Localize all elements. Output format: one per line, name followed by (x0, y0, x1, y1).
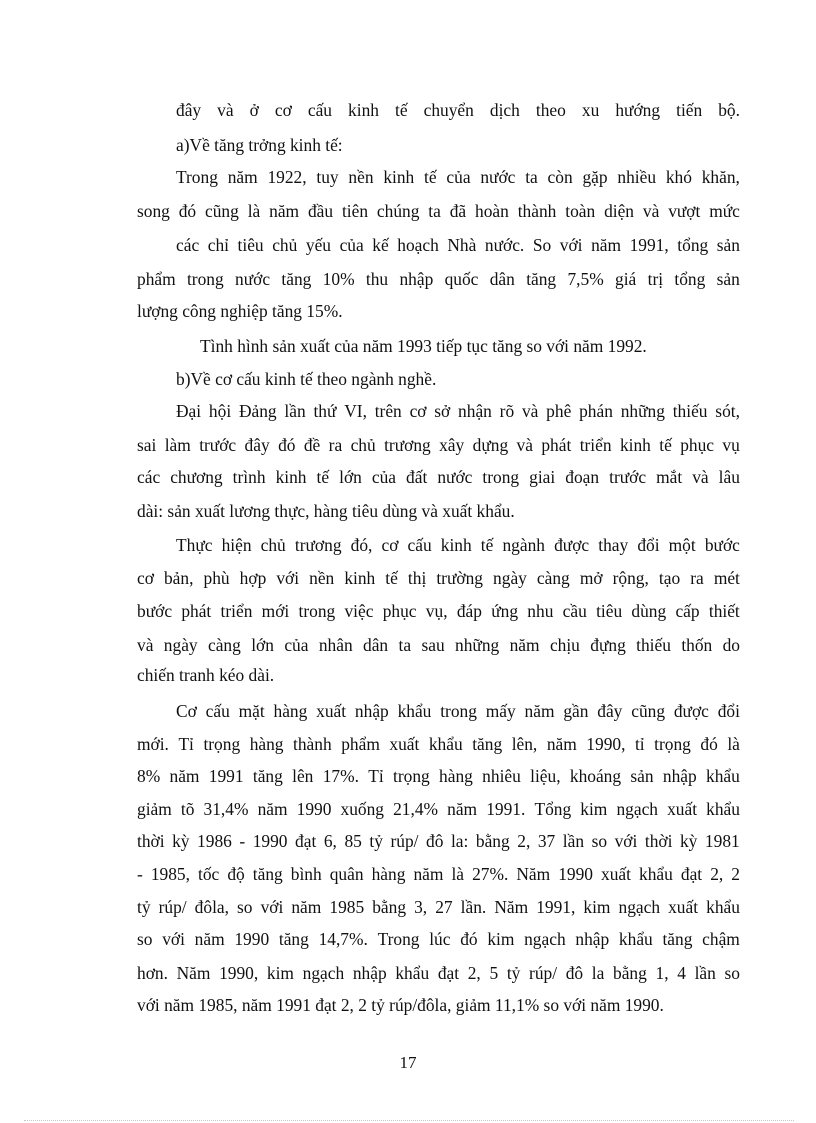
text-line: thời kỳ 1986 - 1990 đạt 6, 85 tỷ rúp/ đô la: bằng 2, 37 lần so với thời kỳ 1981 (137, 831, 740, 851)
text-line: các chỉ tiêu chủ yếu của kế hoạch Nhà nước. So với năm 1991, tổng sản (176, 235, 740, 255)
text-line: phẩm trong nước tăng 10% thu nhập quốc dân tăng 7,5% giá trị tổng sản (137, 269, 740, 289)
text-line: hơn. Năm 1990, kim ngạch nhập khẩu đạt 2, 5 tỷ rúp/ đô la bằng 1, 4 lần so (137, 963, 740, 983)
text-line: - 1985, tốc độ tăng bình quân hàng năm là 27%. Năm 1990 xuất khẩu đạt 2, 2 (137, 864, 740, 884)
text-line: tỷ rúp/ đôla, so với năm 1985 bằng 3, 27 lần. Năm 1991, kim ngạch xuất khẩu (137, 897, 740, 917)
text-line: với năm 1985, năm 1991 đạt 2, 2 tỷ rúp/đôla, giảm 11,1% so với năm 1990. (137, 995, 664, 1015)
page-bottom-border (24, 1120, 794, 1121)
text-line: sai làm trước đây đó đề ra chủ trương xây dựng và phát triển kinh tế phục vụ (137, 435, 740, 455)
text-line: so với năm 1990 tăng 14,7%. Trong lúc đó kim ngạch nhập khẩu tăng chậm (137, 929, 740, 949)
text-line: dài: sản xuất lương thực, hàng tiêu dùng và xuất khẩu. (137, 501, 515, 521)
text-line: Cơ cấu mặt hàng xuất nhập khẩu trong mấy năm gần đây cũng được đổi (176, 701, 740, 721)
text-line: cơ bản, phù hợp với nền kinh tế thị trường ngày càng mở rộng, tạo ra mét (137, 568, 740, 588)
text-line: bước phát triển mới trong việc phục vụ, đáp ứng nhu cầu tiêu dùng cấp thiết (137, 601, 740, 621)
page-number: 17 (399, 1053, 417, 1072)
text-line: Trong năm 1922, tuy nền kinh tế của nước ta còn gặp nhiều khó khăn, (176, 167, 740, 187)
text-line: và ngày càng lớn của nhân dân ta sau những năm chịu đựng thiếu thốn do (137, 635, 740, 655)
text-line: đây và ở cơ cấu kinh tế chuyển dịch theo xu hướng tiến bộ. (176, 100, 740, 120)
text-line: Thực hiện chủ trương đó, cơ cấu kinh tế ngành được thay đổi một bước (176, 535, 740, 555)
text-line: mới. Tỉ trọng hàng thành phẩm xuất khẩu tăng lên, năm 1990, tỉ trọng đó là (137, 734, 740, 754)
text-line: chiến tranh kéo dài. (137, 665, 275, 685)
text-line: giảm tõ 31,4% năm 1990 xuống 21,4% năm 1991. Tổng kim ngạch xuất khẩu (137, 799, 740, 819)
text-line: các chương trình kinh tế lớn của đất nước trong giai đoạn trước mắt và lâu (137, 467, 740, 487)
text-line: song đó cũng là năm đầu tiên chúng ta đã hoàn thành toàn diện và vượt mức (137, 201, 740, 221)
text-line: a)Về tăng trởng kinh tế: (176, 135, 343, 155)
text-line: Tình hình sản xuất của năm 1993 tiếp tục tăng so với năm 1992. (200, 336, 647, 356)
text-line: b)Về cơ cấu kinh tế theo ngành nghề. (176, 369, 437, 389)
text-line: 8% năm 1991 tăng lên 17%. Tỉ trọng hàng nhiêu liệu, khoáng sản nhập khẩu (137, 766, 740, 786)
text-line: lượng công nghiệp tăng 15%. (137, 301, 343, 321)
text-line: Đại hội Đảng lần thứ VI, trên cơ sở nhận rõ và phê phán những thiếu sót, (176, 401, 740, 421)
